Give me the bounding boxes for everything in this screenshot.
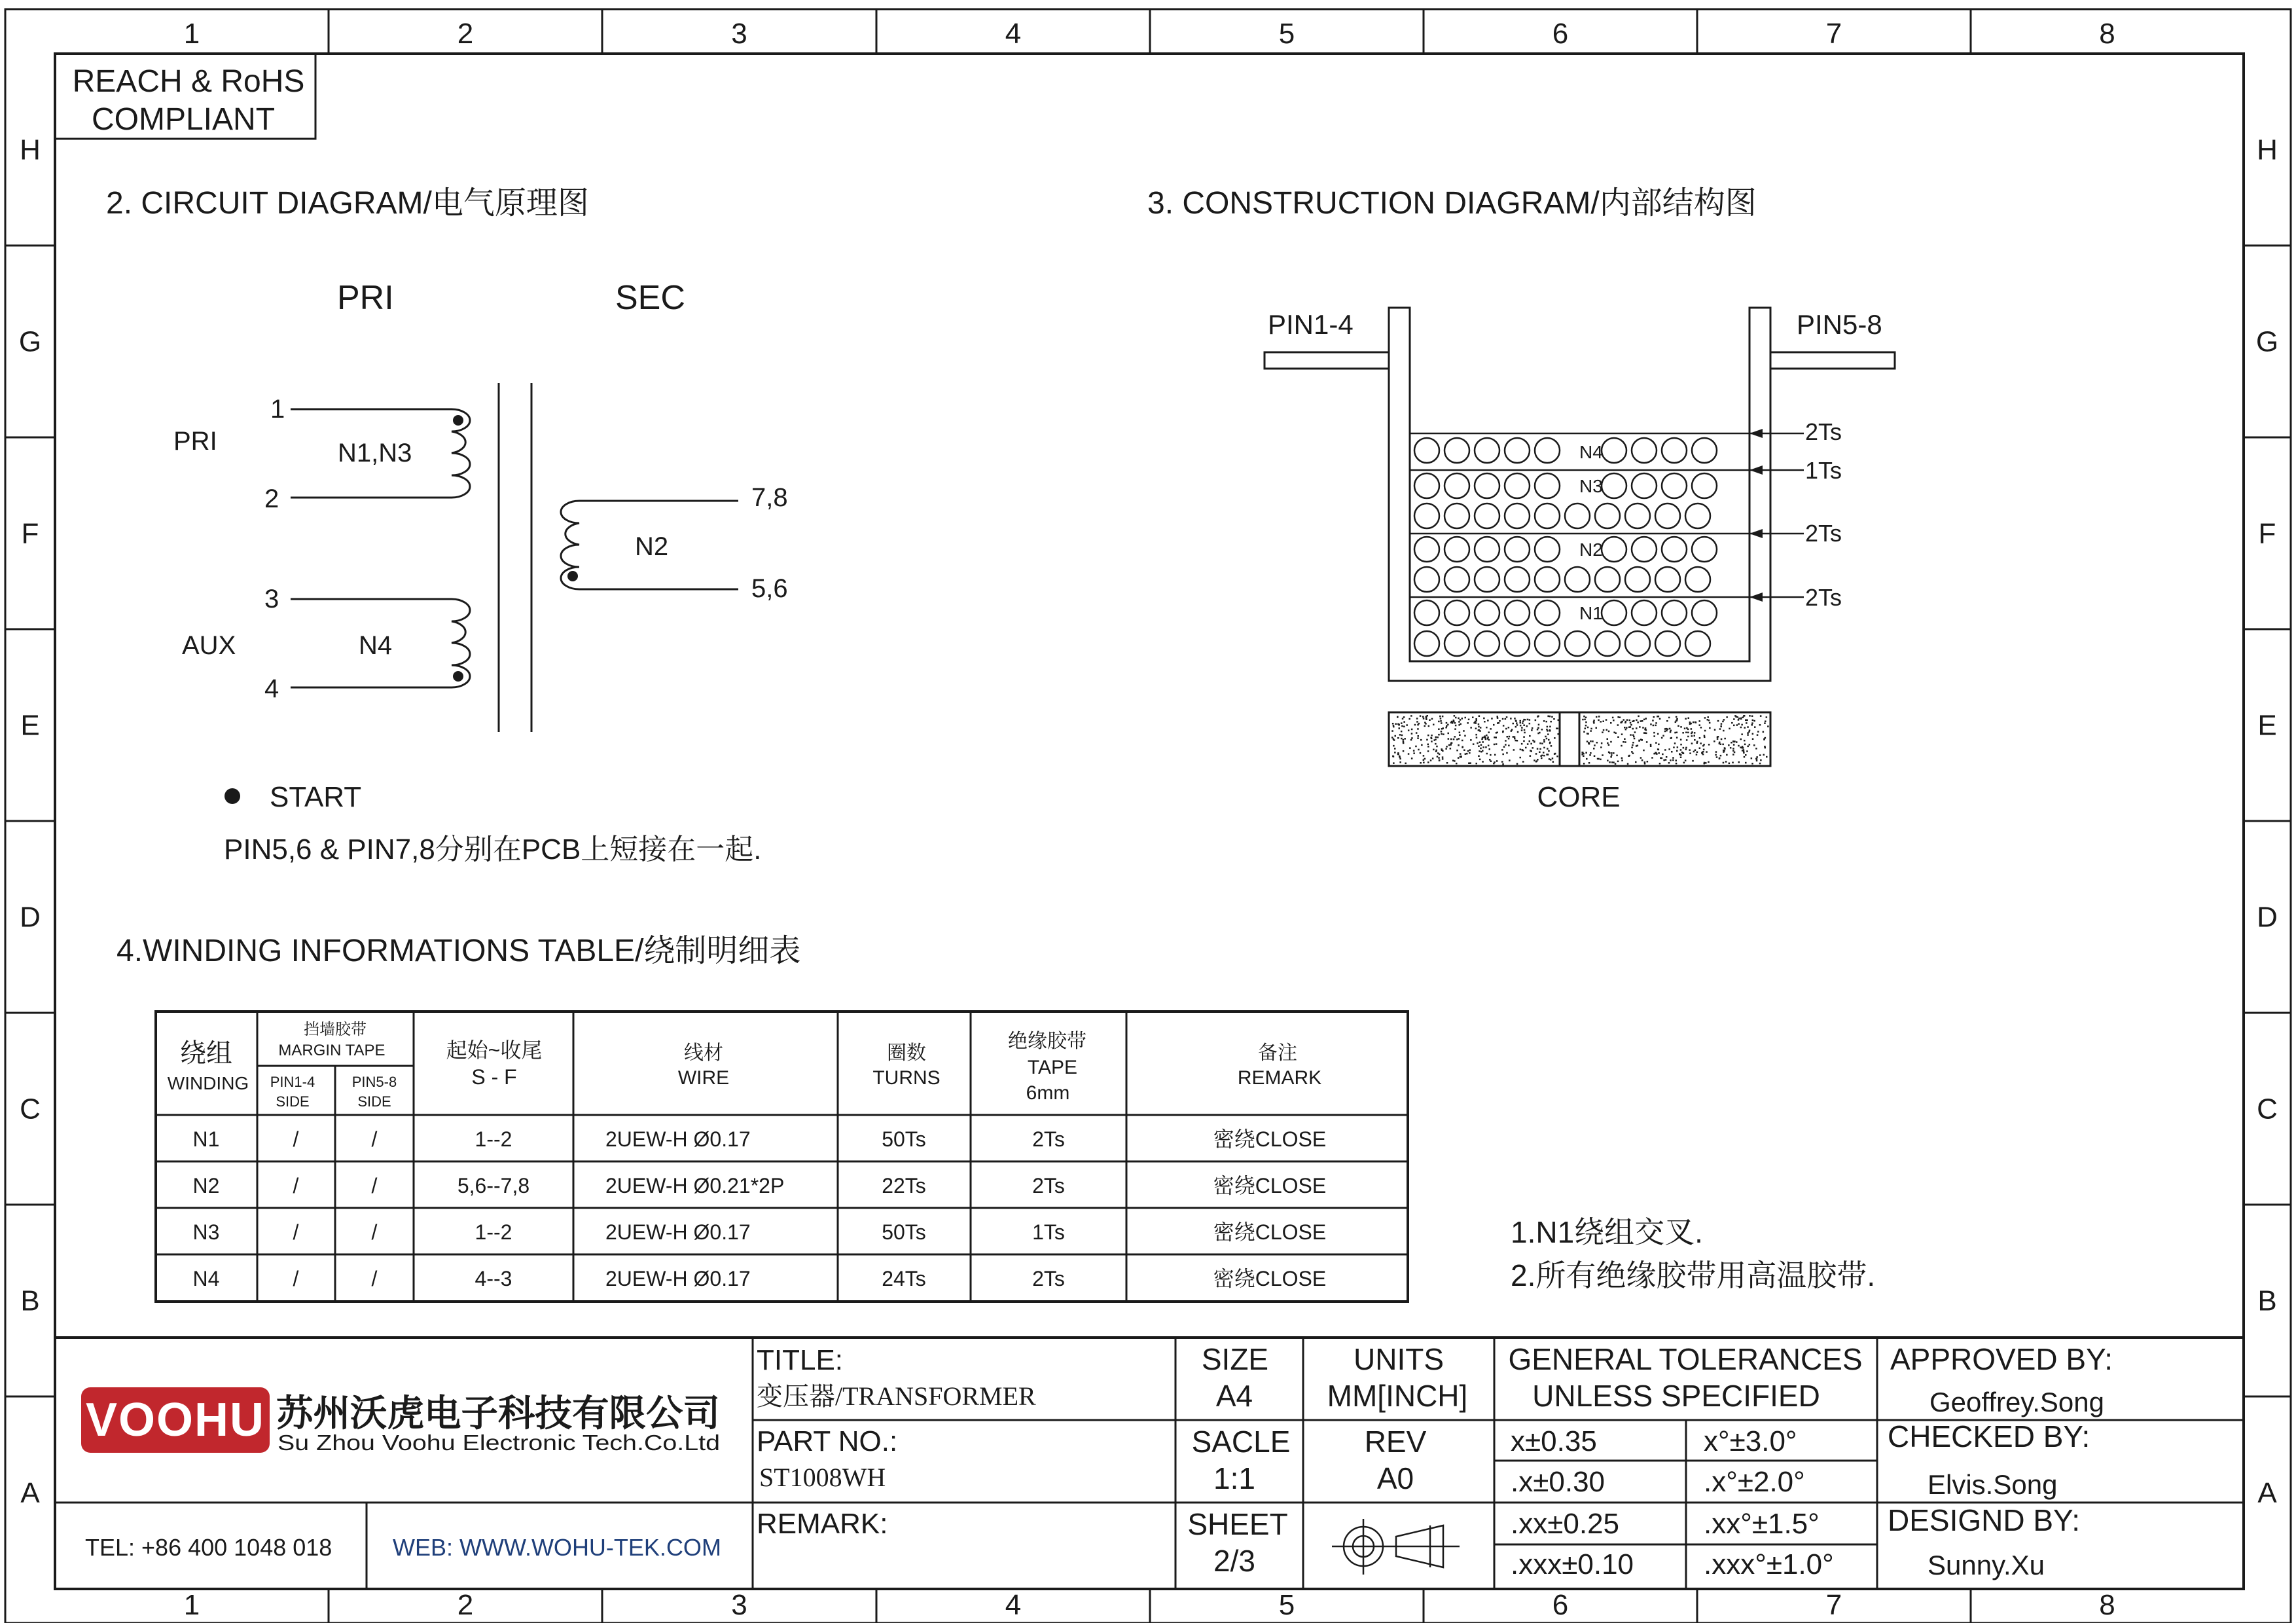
zone-row-label: G — [2255, 325, 2279, 358]
wire-turn — [1565, 567, 1590, 592]
circuit-title: 2. CIRCUIT DIAGRAM/电气原理图 — [106, 186, 589, 221]
wire-turn — [1505, 473, 1530, 498]
wire-turn — [1414, 600, 1439, 625]
zone-row-label: E — [2257, 709, 2277, 742]
hdr-tape-width: 6mm — [1026, 1082, 1070, 1104]
table-cell: 50Ts — [882, 1127, 926, 1151]
table-cell: / — [371, 1127, 378, 1151]
tol-linear-2: .xx±0.25 — [1511, 1508, 1620, 1540]
wire-turn — [1662, 537, 1687, 562]
tape-label-2: 1Ts — [1805, 457, 1842, 484]
hdr-margin-cn: 挡墙胶带 — [304, 1021, 367, 1038]
wire-turn — [1602, 438, 1626, 463]
tol-linear-1: .x±0.30 — [1511, 1466, 1605, 1498]
table-cell: 2UEW-H Ø0.17 — [605, 1220, 751, 1244]
aux-side-label: AUX — [182, 631, 236, 660]
tape-label-3: 2Ts — [1805, 520, 1842, 547]
table-cell: 密绕CLOSE — [1213, 1127, 1327, 1151]
wire-turn — [1595, 631, 1620, 656]
table-cell: 2UEW-H Ø0.17 — [605, 1127, 751, 1151]
construction-diagram — [1147, 186, 1895, 813]
wire-turn — [1662, 600, 1687, 625]
wire-turn — [1685, 503, 1710, 528]
table-cell: / — [293, 1220, 299, 1244]
wire-turn — [1692, 473, 1717, 498]
pin-2-label: 2 — [264, 484, 279, 513]
hdr-winding-en: WINDING — [167, 1073, 249, 1093]
hdr-turns-cn: 圈数 — [887, 1042, 926, 1064]
size-value: A4 — [1215, 1379, 1253, 1413]
wire-turn — [1475, 631, 1499, 656]
layer-n1-label: N1 — [1579, 603, 1603, 623]
sheet-label: SHEET — [1187, 1507, 1288, 1541]
sheet-value: 2/3 — [1213, 1544, 1255, 1578]
tol-angle-0: x°±3.0° — [1704, 1425, 1797, 1457]
tol-angle-1: .x°±2.0° — [1704, 1466, 1805, 1498]
company-cn: 苏州沃虎电子科技有限公司 — [276, 1393, 720, 1434]
table-cell: 密绕CLOSE — [1213, 1174, 1327, 1197]
wire-turn — [1632, 473, 1657, 498]
table-cell: 22Ts — [882, 1174, 926, 1197]
table-cell: 4--3 — [475, 1267, 512, 1290]
hdr-remark-cn: 备注 — [1258, 1042, 1297, 1064]
zone-row-label: C — [2257, 1093, 2278, 1125]
tape-label-4: 2Ts — [1805, 584, 1842, 611]
wire-turn — [1535, 537, 1560, 562]
wire-turn — [1505, 537, 1530, 562]
scale-label: SACLE — [1191, 1425, 1291, 1459]
zone-column-label: 8 — [2099, 18, 2115, 50]
wire-turn — [1535, 438, 1560, 463]
units-value: MM[INCH] — [1327, 1379, 1468, 1413]
projection-symbol-icon — [1332, 1519, 1460, 1575]
zone-column-label: 4 — [1005, 18, 1022, 50]
title-label: TITLE: — [757, 1344, 844, 1376]
table-cell: / — [371, 1220, 378, 1244]
zone-column-label: 6 — [1552, 18, 1569, 50]
pin-right-label: PIN5-8 — [1797, 309, 1882, 340]
table-cell: N1 — [192, 1127, 220, 1151]
start-dot-n2 — [567, 571, 578, 581]
wire-turn — [1595, 503, 1620, 528]
wire-turn — [1475, 600, 1499, 625]
approved-label: APPROVED BY: — [1890, 1342, 2113, 1376]
rev-label: REV — [1364, 1425, 1427, 1459]
circuit-note: PIN5,6 & PIN7,8分别在PCB上短接在一起. — [224, 833, 762, 866]
table-cell: 1--2 — [475, 1220, 512, 1244]
zone-row-label: F — [2258, 517, 2276, 550]
company-en: Su Zhou Voohu Electronic Tech.Co.Ltd — [278, 1431, 720, 1455]
circuit-diagram — [106, 186, 788, 866]
zone-column-label: 7 — [1825, 1589, 1842, 1621]
wire-turn — [1475, 503, 1499, 528]
units-label: UNITS — [1354, 1342, 1444, 1376]
scale-value: 1:1 — [1213, 1461, 1255, 1495]
wire-turn — [1662, 473, 1687, 498]
table-cell: 2UEW-H Ø0.21*2P — [605, 1174, 785, 1197]
hdr-winding-cn: 绕组 — [180, 1039, 232, 1068]
wire-turn — [1414, 567, 1439, 592]
start-legend-label: START — [270, 781, 362, 813]
wire-turn — [1414, 473, 1439, 498]
winding-n4-label: N4 — [359, 631, 393, 660]
hdr-tape-cn: 绝缘胶带 — [1008, 1030, 1086, 1052]
wire-turn — [1535, 567, 1560, 592]
hdr-sf-cn: 起始~收尾 — [446, 1038, 543, 1062]
wire-turn — [1414, 631, 1439, 656]
part-value: ST1008WH — [759, 1463, 886, 1492]
table-cell: / — [371, 1174, 378, 1197]
construction-title: 3. CONSTRUCTION DIAGRAM/内部结构图 — [1147, 186, 1757, 221]
table-cell: 密绕CLOSE — [1213, 1220, 1327, 1244]
wire-turn — [1602, 600, 1626, 625]
wire-turn — [1632, 537, 1657, 562]
zone-column-label: 4 — [1005, 1589, 1022, 1621]
start-legend-dot — [224, 788, 240, 804]
tol-linear-0: x±0.35 — [1511, 1425, 1597, 1457]
zone-row-label: C — [20, 1093, 41, 1125]
hdr-pin58-side: SIDE — [357, 1093, 391, 1110]
zone-column-label: 5 — [1278, 18, 1295, 50]
table-cell: N3 — [192, 1220, 220, 1244]
part-label: PART NO.: — [757, 1425, 898, 1457]
wire-turn — [1655, 631, 1680, 656]
wire-turn — [1625, 503, 1650, 528]
wire-turn — [1632, 438, 1657, 463]
winding-n2-label: N2 — [635, 532, 669, 561]
zone-row-label: F — [21, 517, 39, 550]
zone-column-label: 2 — [457, 1589, 474, 1621]
wire-turn — [1475, 567, 1499, 592]
title-block — [55, 1338, 2244, 1589]
approved-value: Geoffrey.Song — [1929, 1387, 2104, 1417]
tolerance-title-1: GENERAL TOLERANCES — [1508, 1342, 1863, 1376]
zone-row-label: H — [20, 134, 41, 166]
wire-turn — [1632, 600, 1657, 625]
table-cell: / — [371, 1267, 378, 1290]
pin-left-label: PIN1-4 — [1268, 309, 1354, 340]
note-2: 2.所有绝缘胶带用高温胶带. — [1511, 1258, 1876, 1292]
pin-4-label: 4 — [264, 674, 279, 703]
table-cell: / — [293, 1174, 299, 1197]
wire-turn — [1475, 473, 1499, 498]
tape-label-1: 2Ts — [1805, 418, 1842, 445]
wire-turn — [1414, 438, 1439, 463]
wire-turn — [1685, 631, 1710, 656]
wire-turn — [1505, 438, 1530, 463]
wire-turn — [1444, 631, 1469, 656]
tel: TEL: +86 400 1048 018 — [85, 1534, 332, 1561]
table-cell: 1--2 — [475, 1127, 512, 1151]
table-cell: N4 — [192, 1267, 220, 1290]
wire-turn — [1505, 631, 1530, 656]
table-cell: 2Ts — [1032, 1267, 1065, 1290]
pin-56-label: 5,6 — [751, 574, 788, 603]
table-cell: 5,6--7,8 — [457, 1174, 530, 1197]
rev-value: A0 — [1376, 1461, 1414, 1495]
table-cell: 2Ts — [1032, 1127, 1065, 1151]
wire-turn — [1655, 567, 1680, 592]
hdr-tape-en: TAPE — [1027, 1057, 1078, 1078]
hdr-pin14: PIN1-4 — [270, 1074, 315, 1090]
hdr-turns-en: TURNS — [872, 1067, 941, 1089]
core-label: CORE — [1537, 781, 1621, 813]
table-cell: 2Ts — [1032, 1174, 1065, 1197]
pin-3-label: 3 — [264, 585, 279, 613]
table-cell: N2 — [192, 1174, 220, 1197]
wire-turn — [1692, 438, 1717, 463]
zone-row-label: D — [2257, 901, 2278, 934]
layer-n3-label: N3 — [1579, 476, 1603, 496]
zone-column-label: 6 — [1552, 1589, 1569, 1621]
wire-turn — [1475, 438, 1499, 463]
wire-turn — [1535, 631, 1560, 656]
wire-turn — [1414, 537, 1439, 562]
zone-column-label: 3 — [731, 18, 747, 50]
checked-label: CHECKED BY: — [1888, 1419, 2090, 1453]
remark-label: REMARK: — [757, 1508, 888, 1540]
compliance-line-2: COMPLIANT — [91, 102, 276, 137]
wire-turn — [1505, 503, 1530, 528]
zone-row-label: A — [2257, 1477, 2277, 1509]
wire-turn — [1655, 503, 1680, 528]
pri-header: PRI — [337, 279, 394, 317]
zone-row-label: B — [20, 1285, 40, 1317]
wire-turn — [1444, 503, 1469, 528]
hdr-wire-en: WIRE — [677, 1067, 730, 1089]
hdr-margin-en: MARGIN TAPE — [278, 1042, 386, 1059]
wire-turn — [1535, 600, 1560, 625]
wire-turn — [1444, 473, 1469, 498]
wire-turn — [1444, 567, 1469, 592]
sec-header: SEC — [615, 279, 685, 317]
designed-label: DESIGND BY: — [1888, 1503, 2080, 1537]
wire-turn — [1625, 567, 1650, 592]
zone-row-label: H — [2257, 134, 2278, 166]
wire-turn — [1444, 537, 1469, 562]
web: WEB: WWW.WOHU-TEK.COM — [393, 1534, 721, 1561]
table-cell: 密绕CLOSE — [1213, 1267, 1327, 1290]
winding-n1n3-label: N1,N3 — [338, 439, 412, 467]
zone-row-label: E — [20, 709, 40, 742]
pri-side-label: PRI — [173, 427, 217, 456]
tol-angle-2: .xx°±1.5° — [1704, 1508, 1820, 1540]
hdr-wire-cn: 线材 — [684, 1042, 723, 1064]
logo-text: VOOHU — [85, 1394, 266, 1446]
zone-row-label: D — [20, 901, 41, 934]
wire-turn — [1475, 537, 1499, 562]
wire-turn — [1535, 503, 1560, 528]
wire-turn — [1444, 438, 1469, 463]
zone-column-label: 8 — [2099, 1589, 2115, 1621]
wire-turn — [1692, 600, 1717, 625]
tolerance-title-2: UNLESS SPECIFIED — [1532, 1379, 1820, 1413]
hdr-sf-en: S - F — [471, 1065, 517, 1089]
start-dot-n1n3 — [453, 415, 463, 426]
checked-value: Elvis.Song — [1928, 1469, 2058, 1500]
zone-column-label: 2 — [457, 18, 474, 50]
title-value: 变压器/TRANSFORMER — [757, 1381, 1036, 1411]
zone-row-label: B — [2257, 1285, 2277, 1317]
wire-turn — [1602, 537, 1626, 562]
hdr-remark-en: REMARK — [1237, 1067, 1322, 1089]
compliance-line-1: REACH & RoHS — [72, 64, 305, 99]
start-dot-n4 — [453, 671, 463, 682]
wire-turn — [1565, 503, 1590, 528]
wire-turn — [1505, 600, 1530, 625]
wire-turn — [1662, 438, 1687, 463]
zone-row-label: G — [18, 325, 42, 358]
note-1: 1.N1绕组交叉. — [1511, 1215, 1703, 1249]
table-cell: / — [293, 1127, 299, 1151]
wire-turn — [1602, 473, 1626, 498]
wire-turn — [1535, 473, 1560, 498]
table-cell: 24Ts — [882, 1267, 926, 1290]
size-label: SIZE — [1201, 1342, 1269, 1376]
tol-angle-3: .xxx°±1.0° — [1704, 1548, 1834, 1580]
wire-turn — [1505, 567, 1530, 592]
tol-linear-3: .xxx±0.10 — [1511, 1548, 1634, 1580]
zone-column-label: 7 — [1825, 18, 1842, 50]
wire-turn — [1444, 600, 1469, 625]
hdr-pin58: PIN5-8 — [351, 1074, 397, 1090]
zone-column-label: 1 — [183, 1589, 200, 1621]
wire-turn — [1692, 537, 1717, 562]
zone-column-label: 5 — [1278, 1589, 1295, 1621]
wire-turn — [1565, 631, 1590, 656]
table-cell: 2UEW-H Ø0.17 — [605, 1267, 751, 1290]
table-cell: / — [293, 1267, 299, 1290]
zone-row-label: A — [20, 1477, 40, 1509]
wire-turn — [1625, 631, 1650, 656]
layer-n2-label: N2 — [1579, 539, 1603, 560]
winding-table-title: 4.WINDING INFORMATIONS TABLE/绕制明细表 — [117, 934, 801, 968]
hdr-pin14-side: SIDE — [276, 1093, 310, 1110]
wire-turn — [1595, 567, 1620, 592]
designed-value: Sunny.Xu — [1928, 1550, 2045, 1580]
wire-turn — [1414, 503, 1439, 528]
wire-turn — [1685, 567, 1710, 592]
layer-n4-label: N4 — [1579, 442, 1603, 462]
winding-table — [156, 1012, 1408, 1302]
zone-column-label: 1 — [183, 18, 200, 50]
table-cell: 1Ts — [1032, 1220, 1065, 1244]
pin-78-label: 7,8 — [751, 483, 788, 512]
table-cell: 50Ts — [882, 1220, 926, 1244]
zone-column-label: 3 — [731, 1589, 747, 1621]
pin-1-label: 1 — [270, 395, 285, 424]
